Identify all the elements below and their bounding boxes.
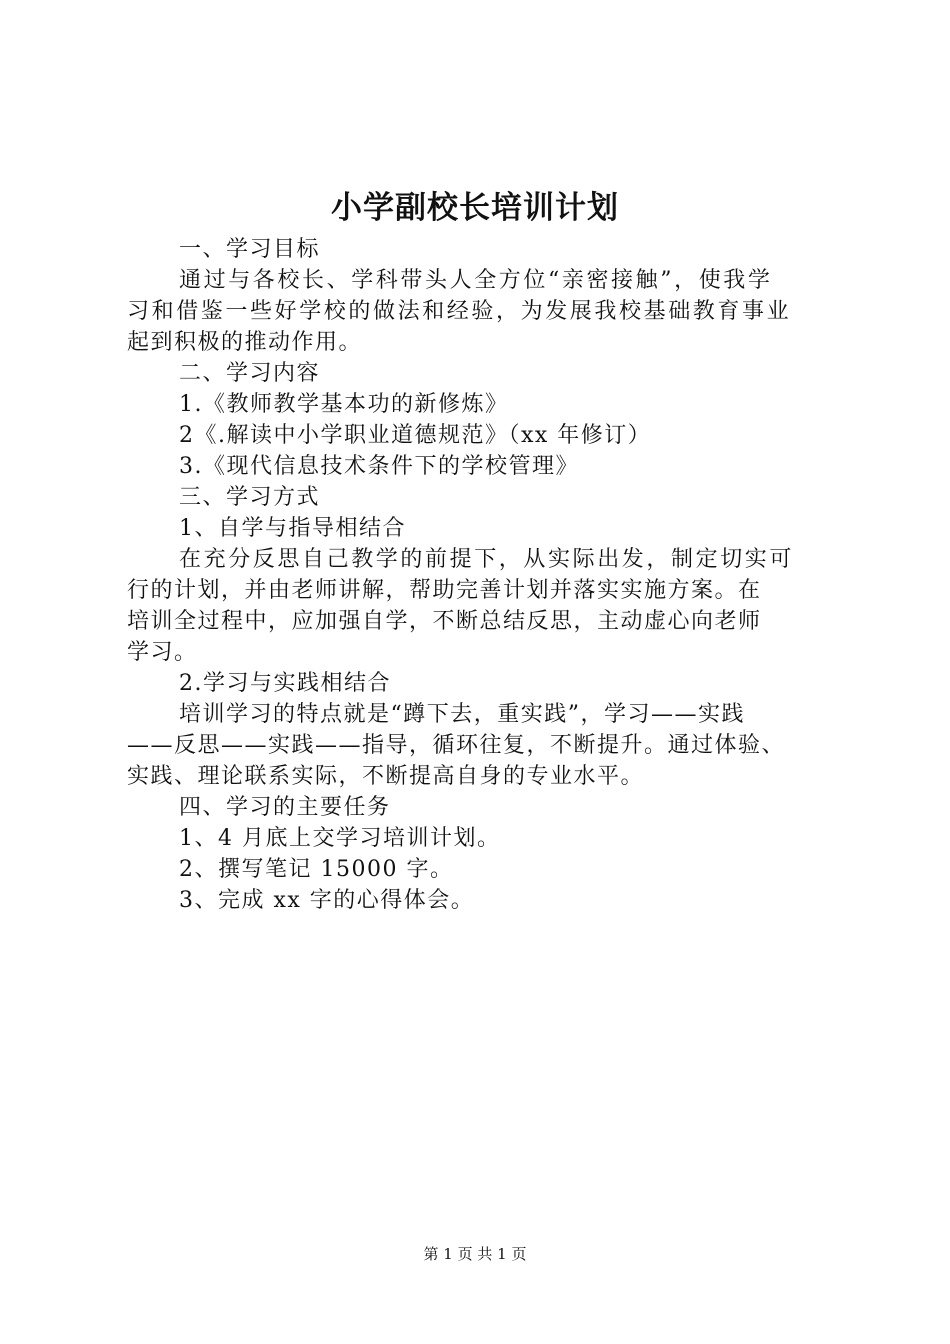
list-item: 3.《现代信息技术条件下的学校管理》	[179, 454, 579, 479]
list-item: 2《.解读中小学职业道德规范》（xx 年修订）	[179, 423, 652, 448]
section-heading-methods: 三、学习方式	[179, 485, 321, 510]
section-heading-content: 二、学习内容	[179, 361, 321, 386]
list-item: 1、4 月底上交学习培训计划。	[179, 826, 501, 851]
list-item: 3、完成 xx 字的心得体会。	[179, 888, 475, 913]
list-item: 1.《教师教学基本功的新修炼》	[179, 392, 509, 417]
document-body	[127, 234, 839, 916]
paragraph-line: 培训学习的特点就是“蹲下去，重实践”，学习——实践	[179, 702, 745, 727]
list-item: 2、撰写笔记 15000 字。	[179, 857, 454, 882]
subheading: 2.学习与实践相结合	[179, 671, 391, 696]
paragraph-line: 培训全过程中，应加强自学，不断总结反思，主动虚心向老师	[127, 609, 762, 634]
paragraph-line: 学习。	[127, 640, 198, 665]
paragraph-line: 习和借鉴一些好学校的做法和经验，为发展我校基础教育事业	[127, 299, 792, 324]
paragraph-line: 在充分反思自己教学的前提下，从实际出发，制定切实可	[179, 547, 795, 572]
section-heading-tasks: 四、学习的主要任务	[179, 795, 391, 820]
paragraph-line: 行的计划，并由老师讲解，帮助完善计划并落实实施方案。在	[127, 578, 762, 603]
page-footer: 第 1 页 共 1 页	[423, 1245, 527, 1263]
paragraph-line: 实践、理论联系实际，不断提高自身的专业水平。	[127, 764, 645, 789]
paragraph-line: 通过与各校长、学科带头人全方位“亲密接触”，使我学	[179, 268, 773, 293]
paragraph-line: 起到积极的推动作用。	[127, 330, 363, 355]
subheading: 1、自学与指导相结合	[179, 516, 406, 541]
section-heading-goals: 一、学习目标	[179, 237, 321, 262]
document-title: 小学副校长培训计划	[331, 190, 619, 226]
paragraph-line: ——反思——实践——指导，循环往复，不断提升。通过体验、	[127, 733, 786, 758]
